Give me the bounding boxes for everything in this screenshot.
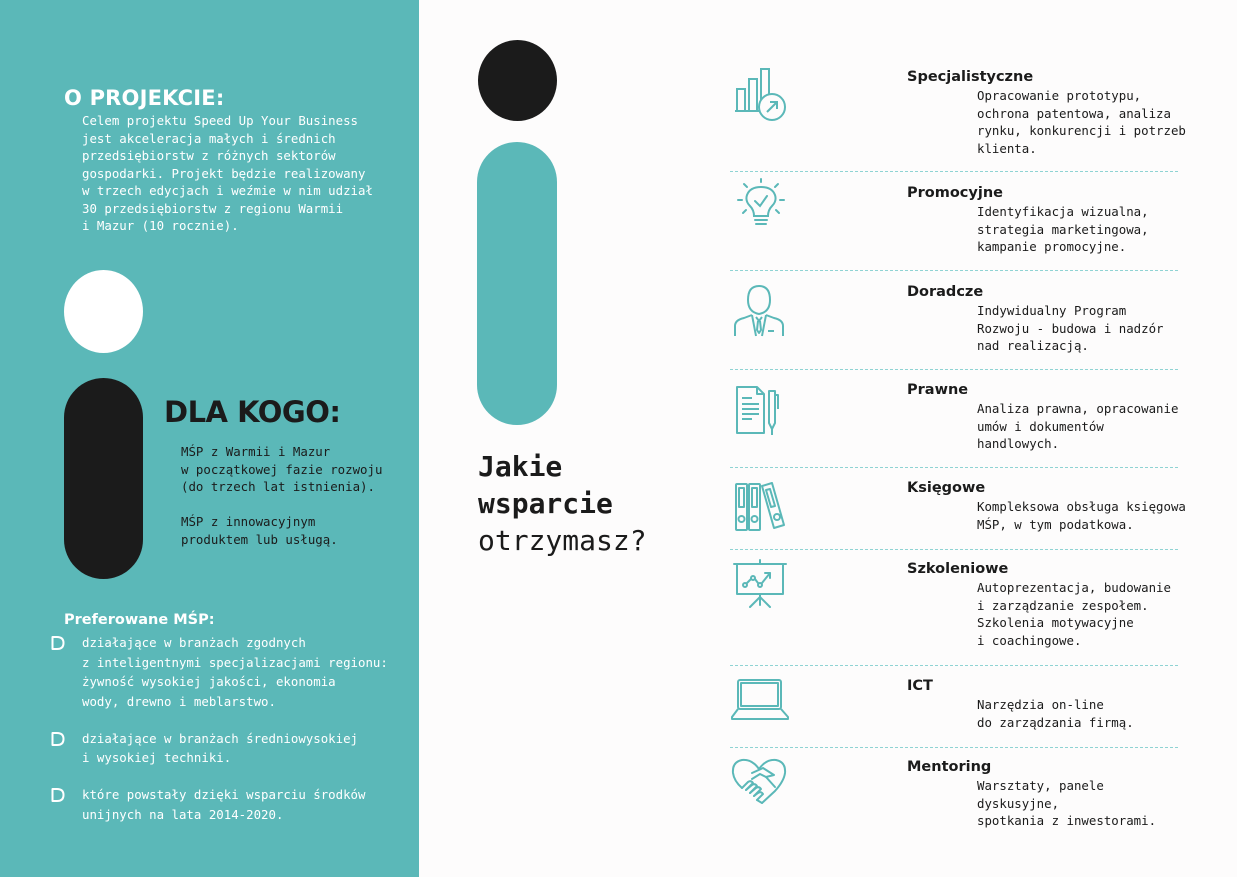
service-desc: Autoprezentacja, budowanie i zarządzanie zespołem. Szkolenia motywacyjne i coachingowe. — [977, 580, 1171, 648]
about-text: Celem projektu Speed Up Your Business jest akceleracja małych i średnich przedsiębiorstw z różnych sektorów gospodarki. Projekt będzie realizowany w trzech edycjach i weźmie w nim udział 30 przedsiębiorstw z regionu Warmii i Mazur (10 rocznie). — [82, 113, 373, 233]
laptop-icon — [730, 676, 792, 732]
service-name: Szkoleniowe — [907, 561, 1009, 577]
support-title-line: otrzymasz? — [478, 524, 647, 557]
target-heading: DLA KOGO: — [164, 395, 341, 429]
service-name: Księgowe — [907, 480, 986, 496]
target-paragraph: MŚP z innowacyjnym produktem lub usługą. — [181, 514, 338, 547]
triangle-play-outline-icon — [50, 731, 66, 747]
service-name: Specjalistyczne — [907, 69, 1034, 85]
handshake-heart-icon — [730, 757, 792, 813]
info-dot-shape — [64, 270, 143, 353]
info-dot-shape — [478, 40, 557, 121]
list-item — [48, 728, 408, 767]
service-desc: Identyfikacja wizualna, strategia marketingowa, kampanie promocyjne. — [977, 204, 1149, 254]
service-name: Mentoring — [907, 759, 992, 775]
service-name: Promocyjne — [907, 185, 1003, 201]
service-name: Doradcze — [907, 284, 984, 300]
service-desc: Indywidualny Program Rozwoju - budowa i nadzór nad realizacją. — [977, 303, 1164, 353]
triangle-play-outline-icon — [50, 787, 66, 803]
list-item-text: które powstały dzięki wsparciu środków unijnych na lata 2014-2020. — [82, 787, 366, 822]
divider — [730, 665, 1178, 666]
about-heading: O PROJEKCIE: — [64, 86, 225, 110]
info-bar-shape — [477, 142, 557, 425]
target-text — [181, 443, 401, 566]
preferred-list — [48, 632, 408, 841]
businessman-icon — [730, 284, 792, 340]
triangle-play-outline-icon — [50, 635, 66, 651]
service-desc: Warsztaty, panele dyskusyjne, spotkania z inwestorami. — [977, 778, 1157, 828]
divider — [730, 369, 1178, 370]
list-item — [48, 784, 408, 823]
binders-icon — [730, 481, 792, 537]
service-desc: Narzędzia on-line do zarządzania firmą. — [977, 697, 1134, 730]
divider — [730, 467, 1178, 468]
divider — [730, 747, 1178, 748]
service-name: Prawne — [907, 382, 969, 398]
target-paragraph: MŚP z Warmii i Mazur w początkowej fazie rozwoju (do trzech lat istnienia). — [181, 444, 383, 494]
divider — [730, 270, 1178, 271]
service-desc: Opracowanie prototypu, ochrona patentowa, analiza rynku, konkurencji i potrzeb klienta. — [977, 88, 1186, 156]
list-item-text: działające w branżach średniowysokiej i wysokiej techniki. — [82, 730, 359, 765]
list-item-text: działające w branżach zgodnych z inteligentnymi specjalizacjami regionu: żywność wysokiej jakości, ekonomia wody, drewno i meblarstwo. — [82, 635, 388, 709]
divider — [730, 549, 1178, 550]
support-title-line: wsparcie — [478, 487, 613, 520]
list-item — [48, 632, 408, 710]
document-pen-icon — [730, 385, 792, 441]
support-title-line: Jakie — [478, 450, 563, 483]
left-panel — [0, 0, 419, 877]
divider — [730, 171, 1178, 172]
service-name: ICT — [907, 678, 933, 694]
preferred-heading: Preferowane MŚP: — [64, 612, 215, 628]
info-bar-shape — [64, 378, 143, 579]
bar-chart-growth-icon — [730, 67, 792, 123]
support-title — [478, 448, 647, 559]
lightbulb-check-icon — [730, 178, 792, 234]
service-desc: Kompleksowa obsługa księgowa MŚP, w tym podatkowa. — [977, 499, 1186, 532]
service-desc: Analiza prawna, opracowanie umów i dokumentów handlowych. — [977, 401, 1179, 451]
presentation-board-icon — [730, 559, 792, 615]
